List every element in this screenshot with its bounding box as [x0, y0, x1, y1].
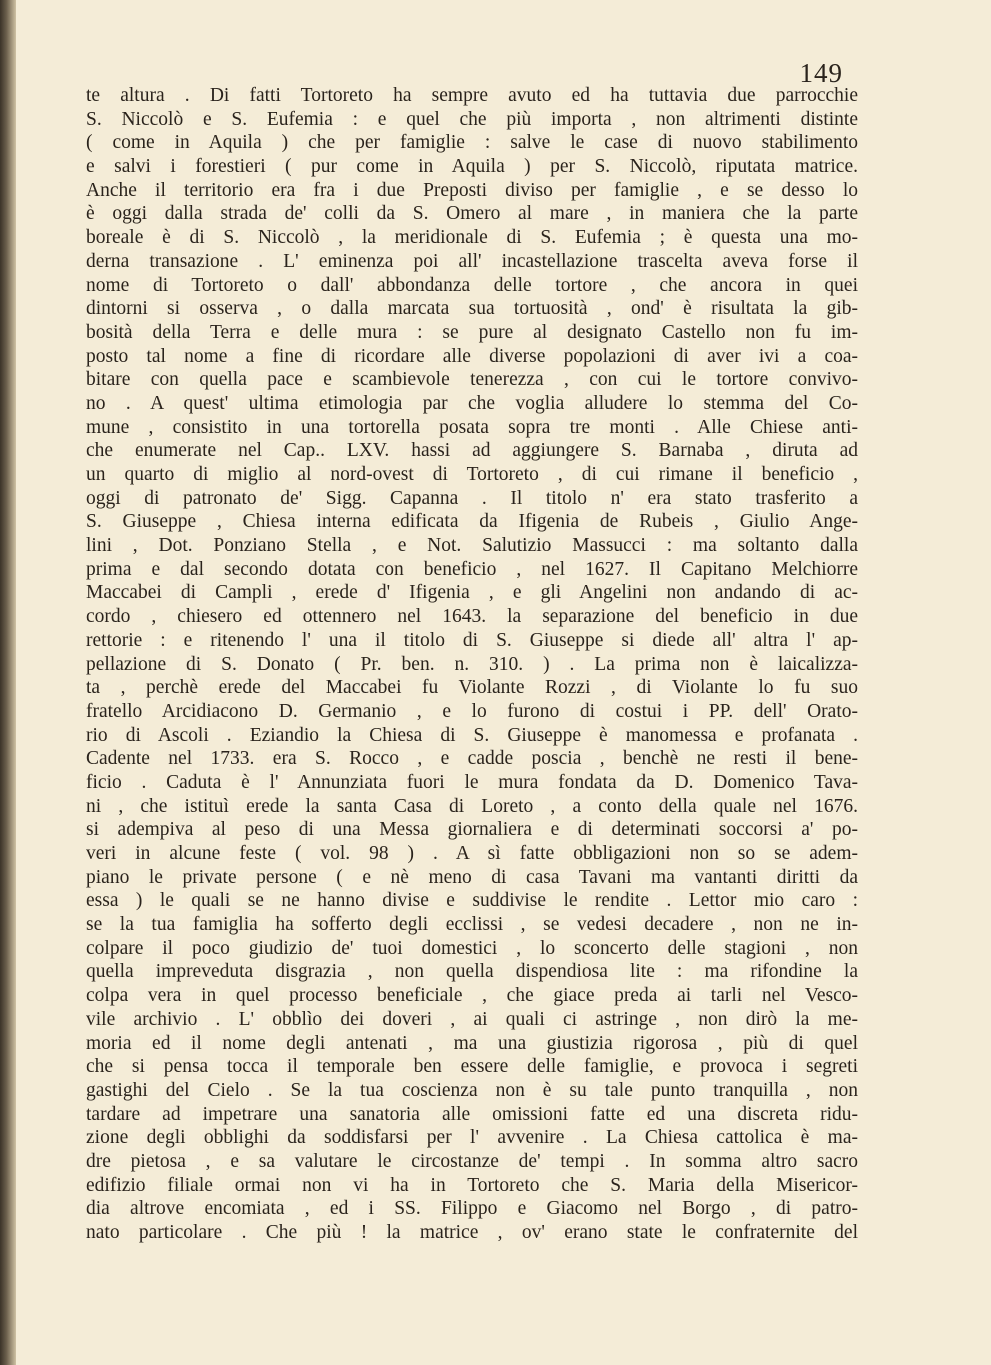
text-line: posto tal nome a fine di ricordare alle diverse popolazioni di aver ivi a coa-	[86, 345, 858, 367]
text-line: colpare il poco giudizio de' tuoi domestici , lo sconcerto delle stagioni , non	[86, 937, 858, 959]
text-line: è oggi dalla strada de' colli da S. Omero al mare , in maniera che la parte	[86, 203, 858, 225]
text-line: derna transazione . L' eminenza poi all' incastellazione trascelta aveva forse il	[86, 250, 858, 272]
body-text	[86, 84, 858, 1245]
text-line: vile archivio . L' obblìo dei doveri , ai quali ci astringe , non dirò la me-	[86, 1008, 858, 1030]
text-line: moria ed il nome degli antenati , ma una giustizia rigorosa , più di quel	[86, 1032, 858, 1054]
text-line: oggi di patronato de' Sigg. Capanna . Il titolo n' era stato trasferito a	[86, 487, 858, 509]
text-line: nato particolare . Che più ! la matrice , ov' erano state le confraternite del	[86, 1222, 858, 1243]
book-binding-edge	[0, 0, 16, 1365]
text-line: e salvi i forestieri ( pur come in Aquila ) per S. Niccolò, riputata matrice.	[86, 156, 858, 178]
text-line: S. Giuseppe , Chiesa interna edificata da Ifigenia de Rubeis , Giulio Ange-	[86, 511, 858, 533]
text-line: pellazione di S. Donato ( Pr. ben. n. 310. ) . La prima non è laicalizza-	[86, 653, 858, 675]
text-line: gastighi del Cielo . Se la tua coscienza non è su tale punto tranquilla , non	[86, 1079, 858, 1101]
text-line: bitare con quella pace e scambievole tenerezza , con cui le tortore convivo-	[86, 369, 858, 391]
text-line: ta , perchè erede del Maccabei fu Violante Rozzi , di Violante lo fu suo	[86, 677, 858, 699]
text-line: si adempiva al peso di una Messa giornaliera e di determinati soccorsi a' po-	[86, 819, 858, 841]
text-line: ni , che istituì erede la santa Casa di Loreto , a conto della quale nel 1676.	[86, 795, 858, 817]
text-line: che si pensa tocca il temporale ben essere delle famiglie, e provoca i segreti	[86, 1056, 858, 1078]
text-line: dintorni si osserva , o dalla marcata sua tortuosità , ond' è risultata la gib-	[86, 298, 858, 320]
text-line: rettorie : e ritenendo l' una il titolo di S. Giuseppe si diede all' altra l' ap-	[86, 629, 858, 651]
text-line: zione degli obblighi da soddisfarsi per l' avvenire . La Chiesa cattolica è ma-	[86, 1127, 858, 1149]
text-line: ficio . Caduta è l' Annunziata fuori le mura fondata da D. Domenico Tava-	[86, 771, 858, 793]
text-line: ( come in Aquila ) che per famiglie : salve le case di nuovo stabilimento	[86, 132, 858, 154]
text-line: piano le private persone ( e nè meno di casa Tavani ma vantanti diritti da	[86, 866, 858, 888]
text-line: Cadente nel 1733. era S. Rocco , e cadde poscia , benchè ne resti il bene-	[86, 748, 858, 770]
text-line: rio di Ascoli . Eziandio la Chiesa di S. Giuseppe è manomessa e profanata .	[86, 724, 858, 746]
text-line: no . A quest' ultima etimologia par che voglia alludere lo stemma del Co-	[86, 392, 858, 414]
text-line: tardare ad impetrare una sanatoria alle omissioni fatte ed una discreta ridu-	[86, 1103, 858, 1125]
text-line: quella impreveduta disgrazia , non quella dispendiosa lite : ma rifondine la	[86, 961, 858, 983]
text-line: se la tua famiglia ha sofferto degli ecclissi , se vedesi decadere , non ne in-	[86, 914, 858, 936]
text-line: mune , consistito in una tortorella posata sopra tre monti . Alle Chiese anti-	[86, 416, 858, 438]
text-line: veri in alcune feste ( vol. 98 ) . A sì fatte obbligazioni non so se adem-	[86, 843, 858, 864]
text-line: Anche il territorio era fra i due Preposti diviso per famiglie , e se desso lo	[86, 179, 858, 201]
text-line: Maccabei di Campli , erede d' Ifigenia , e gli Angelini non andando di ac-	[86, 582, 858, 604]
text-line: dre pietosa , e sa valutare le circostanze de' tempi . In somma altro sacro	[86, 1150, 858, 1172]
text-line: che enumerate nel Cap.. LXV. hassi ad aggiungere S. Barnaba , diruta ad	[86, 440, 858, 462]
text-line: bosità della Terra e delle mura : se pure al designato Castello non fu im-	[86, 321, 858, 343]
text-line: prima e dal secondo dotata con beneficio , nel 1627. Il Capitano Melchiorre	[86, 558, 858, 580]
text-line: dia altrove encomiata , ed i SS. Filippo e Giacomo nel Borgo , di patro-	[86, 1198, 858, 1220]
text-line: essa ) le quali se ne hanno divise e suddivise le rendite . Lettor mio caro :	[86, 890, 858, 912]
text-line: fratello Arcidiacono D. Germanio , e lo furono di costui i PP. dell' Orato-	[86, 700, 858, 722]
text-line: lini , Dot. Ponziano Stella , e Not. Salutizio Massucci : ma soltanto dalla	[86, 535, 858, 557]
text-line: cordo , chiesero ed ottennero nel 1643. la separazione del beneficio in due	[86, 606, 858, 628]
text-line: S. Niccolò e S. Eufemia : e quel che più importa , non altrimenti distinte	[86, 108, 858, 130]
text-line: boreale è di S. Niccolò , la meridionale di S. Eufemia ; è questa una mo-	[86, 227, 858, 249]
page-number: 149	[799, 58, 843, 88]
text-line: te altura . Di fatti Tortoreto ha sempre avuto ed ha tuttavia due parrocchie	[86, 85, 858, 106]
text-line: edifizio filiale ormai non vi ha in Tortoreto che S. Maria della Misericor-	[86, 1174, 858, 1196]
text-line: colpa vera in quel processo beneficiale , che giace preda ai tarli nel Vesco-	[86, 985, 858, 1007]
text-line: un quarto di miglio al nord-ovest di Tortoreto , di cui rimane il beneficio ,	[86, 464, 858, 485]
text-line: nome di Tortoreto o dall' abbondanza delle tortore , che ancora in quei	[86, 274, 858, 296]
